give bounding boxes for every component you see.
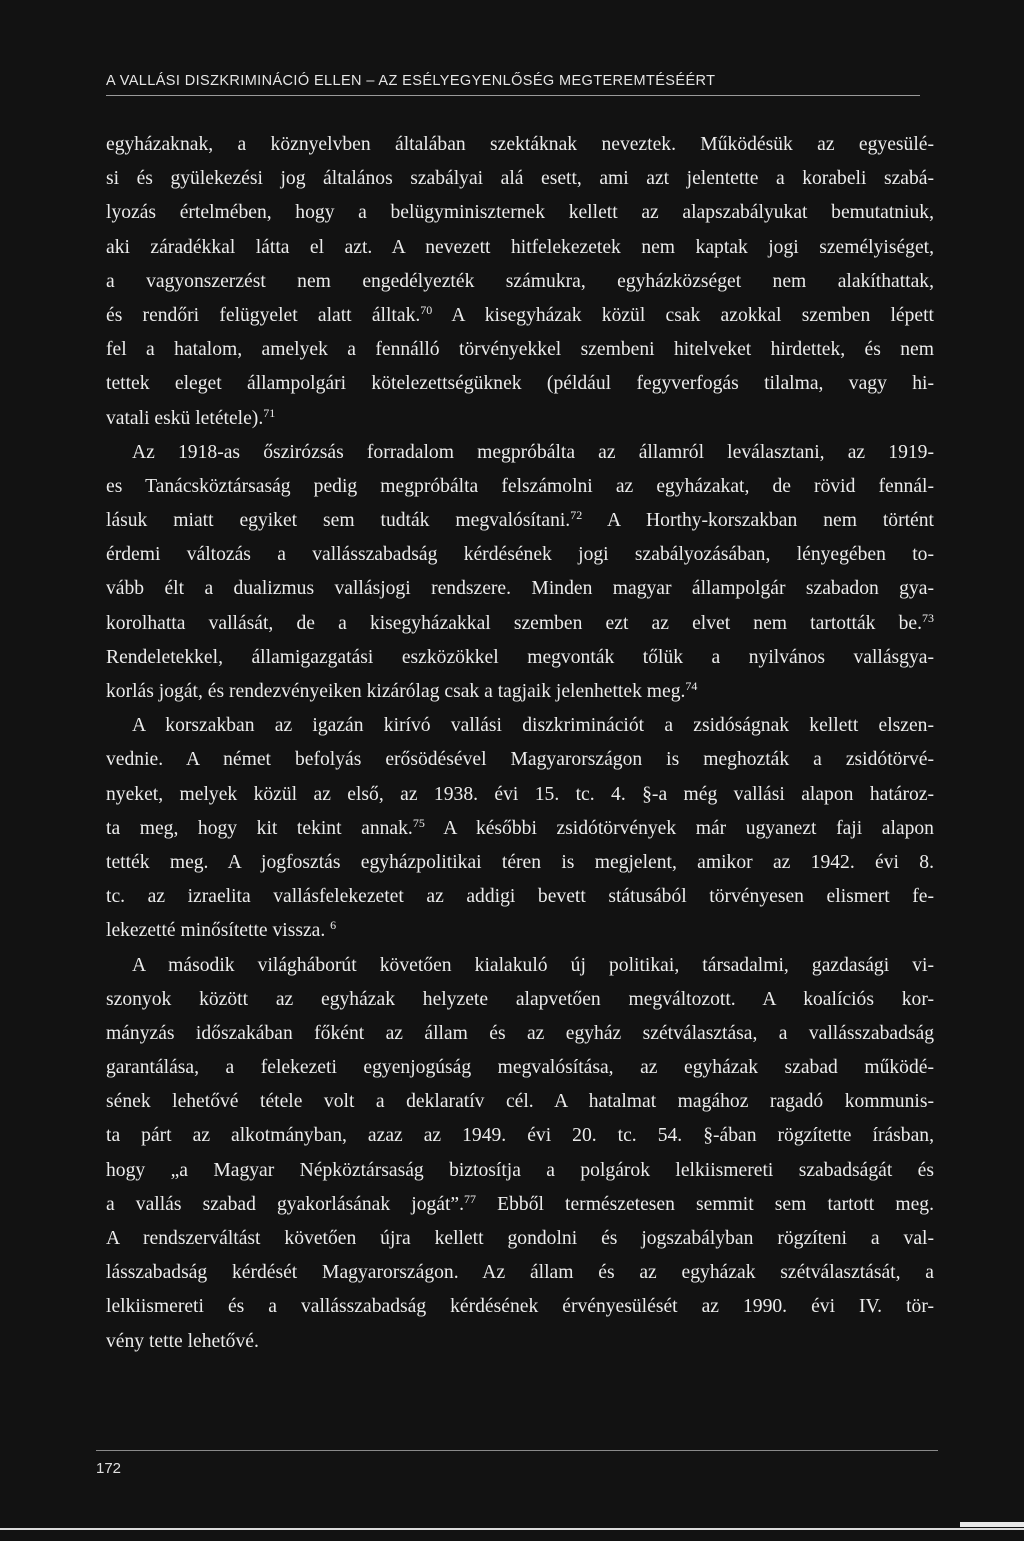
text-line: szonyok között az egyházak helyzete alapvetően megváltozott. A koalíciós kor- <box>106 988 934 1010</box>
text-line: Rendeletekkel, államigazgatási eszközökkel megvonták tőlük a nyilvános vallásgya- <box>106 646 934 668</box>
footnote-ref-75: 75 <box>412 815 425 830</box>
text-line: lásszabadság kérdését Magyarországon. Az állam és az egyházak szétválasztását, a <box>106 1262 934 1284</box>
footnote-ref-76: 6 <box>330 918 337 933</box>
text-line <box>106 1188 934 1222</box>
scan-edge-mark <box>960 1522 1024 1527</box>
header-rule <box>106 95 920 96</box>
text-segment: Ebből természetesen semmit sem tartott meg. <box>476 1193 934 1215</box>
text-line <box>106 504 934 538</box>
footnote-ref-74: 74 <box>685 679 698 693</box>
text-line: a vagyonszerzést nem engedélyezték számukra, egyházközséget nem alakíthattak, <box>106 270 934 292</box>
text-line: es Tanácsköztársaság pedig megpróbálta felszámolni az egyházakat, de rövid fennál- <box>106 475 934 497</box>
text-line: egyházaknak, a köznyelvben általában szektáknak neveztek. Működésük az egyesülé- <box>106 134 934 155</box>
text-line: lyozás értelmében, hogy a belügyminiszternek kellett az alapszabályukat bemutatniuk, <box>106 202 934 224</box>
text-line: aki záradékkal látta el azt. A nevezett hitfelekezetek nem kaptak jogi személyiséget, <box>106 236 934 258</box>
text-line: fel a hatalom, amelyek a fennálló törvényekkel szembeni hitelveket hirdettek, és nem <box>106 339 934 361</box>
text-line <box>106 402 934 436</box>
text-line: mányzás időszakában főként az állam és az egyház szétválasztása, a vallásszabadság <box>106 1022 934 1044</box>
text-line <box>106 914 934 948</box>
footnote-ref-70: 70 <box>420 302 433 317</box>
text-line: sének lehetővé tétele volt a deklaratív cél. A hatalmat magához ragadó kommunis- <box>106 1091 934 1113</box>
text-segment: korolhatta vallását, de a kisegyházakkal szemben ezt az elvet nem tartották be. <box>106 612 922 634</box>
footnote-ref-71: 71 <box>263 405 276 420</box>
text-line: hogy „a Magyar Népköztársaság biztosítja a polgárok lelkiismereti szabadságát és <box>106 1159 934 1181</box>
text-segment: lekezetté minősítette vissza. <box>106 920 326 942</box>
text-line: tettek eleget állampolgári kötelezettségüknek (például fegyverfogás tilalma, vagy hi- <box>106 373 934 395</box>
text-segment: korlás jogát, és rendezvényeiken kizárólag csak a tagjaik jelenhettek meg. <box>106 681 686 702</box>
text-line <box>106 299 934 333</box>
text-segment: és rendőri felügyelet alatt álltak. <box>106 304 421 326</box>
text-segment: A Horthy-korszakban nem történt <box>582 510 934 532</box>
text-line: lelkiismereti és a vallásszabadság kérdésének érvényesülését az 1990. évi IV. tör- <box>106 1296 934 1318</box>
page-number: 172 <box>96 1460 122 1477</box>
body-text <box>106 128 934 1359</box>
text-line <box>106 675 934 709</box>
footnote-ref-77: 77 <box>464 1191 477 1206</box>
text-line: tc. az izraelita vallásfelekezetet az addigi bevett státusából törvényesen elismert fe- <box>106 886 934 908</box>
text-segment: vatali eskü letétele). <box>106 407 264 429</box>
text-segment: ta meg, hogy kit tekint annak. <box>106 817 413 839</box>
running-header: A VALLÁSI DISZKRIMINÁCIÓ ELLEN – AZ ESÉLYEGYENLŐSÉG MEGTEREMTÉSÉÉRT <box>106 73 716 89</box>
text-line: tették meg. A jogfosztás egyházpolitikai téren is megjelent, amikor az 1942. évi 8. <box>106 851 934 873</box>
text-line: nyeket, melyek közül az első, az 1938. évi 15. tc. 4. §-a még vallási alapon határoz- <box>106 783 934 805</box>
text-line: vény tette lehetővé. <box>106 1330 259 1352</box>
text-line <box>106 607 934 641</box>
text-line <box>106 812 934 846</box>
text-line: vább élt a dualizmus vallásjogi rendszere. Minden magyar állampolgár szabadon gya- <box>106 578 934 600</box>
text-line: érdemi változás a vallásszabadság kérdésének jogi szabályozásában, lényegében to- <box>106 544 934 566</box>
paragraph-start: Az 1918-as őszirózsás forradalom megpróbálta az államról leválasztani, az 1919- <box>132 441 934 463</box>
text-line: vednie. A német befolyás erősödésével Magyarországon is meghozták a zsidótörvé- <box>106 749 934 771</box>
text-segment: A kisegyházak közül csak azokkal szemben lépett <box>432 304 934 326</box>
paragraph-start: A második világháborút követően kialakuló új politikai, társadalmi, gazdasági vi- <box>132 954 934 976</box>
footnote-ref-73: 73 <box>922 610 934 625</box>
text-line: si és gyülekezési jog általános szabályai alá esett, ami azt jelentette a korabeli szabá- <box>106 168 934 190</box>
footer-rule <box>96 1450 938 1451</box>
text-line: A rendszerváltást követően újra kellett gondolni és jogszabályban rögzíteni a val- <box>106 1228 934 1249</box>
text-line: garantálása, a felekezeti egyenjogúság megvalósítása, az egyházak szabad működé- <box>106 1057 934 1079</box>
text-segment: lásuk miatt egyiket sem tudták megvalósítani. <box>106 510 571 532</box>
text-segment: a vallás szabad gyakorlásának jogát”. <box>106 1193 465 1215</box>
text-segment: A későbbi zsidótörvények már ugyanezt faji alapon <box>424 817 934 839</box>
scan-edge-line <box>0 1528 1024 1530</box>
text-line: ta párt az alkotmányban, azaz az 1949. évi 20. tc. 54. §-ában rögzítette írásban, <box>106 1125 934 1147</box>
paragraph-start: A korszakban az igazán kirívó vallási diszkriminációt a zsidóságnak kellett elszen- <box>132 715 934 737</box>
footnote-ref-72: 72 <box>570 508 583 523</box>
